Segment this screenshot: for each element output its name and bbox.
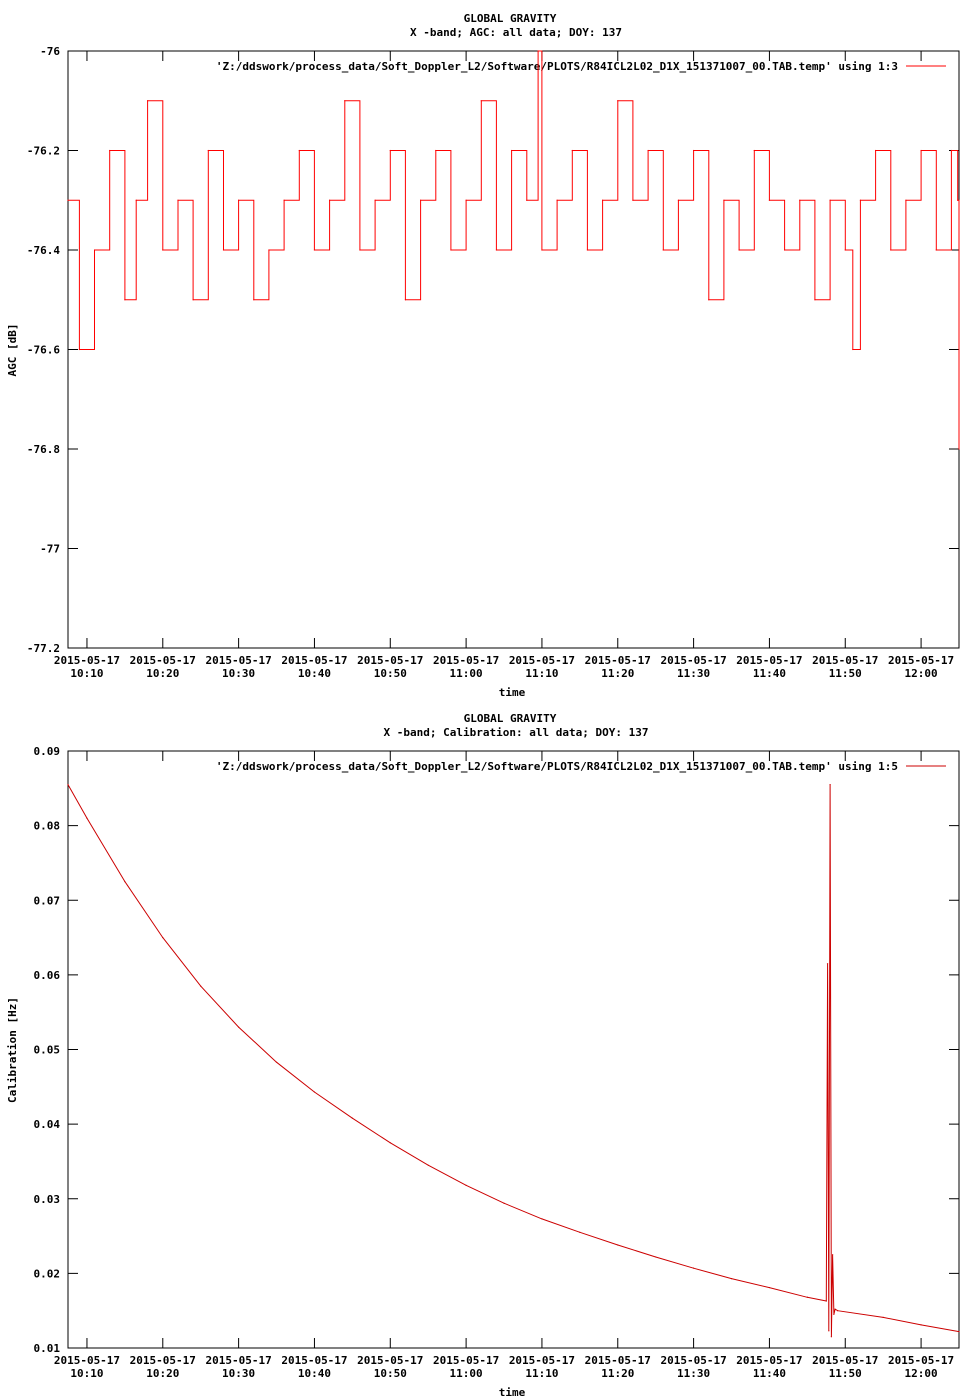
x-tick-date: 2015-05-17 xyxy=(508,654,576,667)
data-point xyxy=(136,200,137,201)
x-tick-date: 2015-05-17 xyxy=(736,1354,803,1367)
x-axis-label: time xyxy=(498,686,526,699)
y-tick-label: 0.06 xyxy=(33,968,60,982)
data-point xyxy=(284,200,285,201)
x-tick-time: 11:30 xyxy=(677,1367,711,1380)
x-ticks xyxy=(54,751,954,1380)
x-tick-time: 10:50 xyxy=(373,1367,407,1380)
data-point xyxy=(511,150,512,151)
data-point xyxy=(200,985,201,986)
x-tick-time: 10:30 xyxy=(222,667,256,680)
data-point xyxy=(958,1331,959,1332)
data-point xyxy=(647,150,648,151)
y-tick-label: -76.2 xyxy=(26,144,60,158)
y-tick-label: -76.8 xyxy=(26,443,60,456)
y-tick-label: 0.09 xyxy=(33,745,60,758)
data-point xyxy=(67,200,68,201)
data-point xyxy=(957,200,958,201)
data-point xyxy=(860,200,861,201)
x-tick-time: 10:40 xyxy=(297,667,332,680)
data-point xyxy=(617,1244,618,1245)
data-point xyxy=(94,249,95,250)
data-point xyxy=(832,1254,833,1255)
x-tick-time: 10:30 xyxy=(222,1367,256,1380)
x-tick-date: 2015-05-17 xyxy=(205,1354,272,1367)
data-point xyxy=(450,249,451,250)
data-point xyxy=(238,200,239,201)
data-point xyxy=(428,1165,429,1166)
data-point xyxy=(602,200,603,201)
y-tick-label: -76.6 xyxy=(26,343,60,357)
y-tick-label: 0.08 xyxy=(33,819,60,833)
data-point xyxy=(827,963,828,964)
data-point xyxy=(147,100,148,101)
series-line xyxy=(68,51,959,449)
data-point xyxy=(557,200,558,201)
x-tick-date: 2015-05-17 xyxy=(584,1354,651,1367)
x-tick-time: 11:50 xyxy=(828,667,862,680)
x-ticks xyxy=(54,51,954,680)
x-tick-time: 12:00 xyxy=(904,667,938,680)
x-tick-time: 10:50 xyxy=(373,667,407,680)
data-marks xyxy=(67,784,959,1337)
data-point xyxy=(435,150,436,151)
data-point xyxy=(390,1142,391,1143)
data-point xyxy=(693,150,694,151)
y-tick-label: 0.07 xyxy=(33,894,60,908)
data-point xyxy=(329,200,330,201)
x-tick-time: 10:10 xyxy=(70,667,104,680)
data-point xyxy=(162,937,163,938)
x-tick-date: 2015-05-17 xyxy=(53,1354,121,1367)
data-point xyxy=(526,200,527,201)
data-point xyxy=(833,1314,834,1315)
data-point xyxy=(359,249,360,250)
data-point xyxy=(481,100,482,101)
data-point xyxy=(86,818,87,819)
x-tick-date: 2015-05-17 xyxy=(129,654,196,667)
calibration-chart xyxy=(6,712,960,1399)
chart-title: GLOBAL GRAVITY xyxy=(463,712,557,725)
data-point xyxy=(390,150,391,151)
x-tick-date: 2015-05-17 xyxy=(281,654,348,667)
data-point xyxy=(572,150,573,151)
plot-frame xyxy=(68,751,959,1348)
data-point xyxy=(276,1062,277,1063)
x-tick-date: 2015-05-17 xyxy=(887,1354,955,1367)
x-tick-time: 10:10 xyxy=(70,1367,104,1380)
data-point xyxy=(769,1287,770,1288)
x-tick-time: 10:40 xyxy=(297,1367,332,1380)
data-point xyxy=(253,299,254,300)
x-tick-date: 2015-05-17 xyxy=(812,654,879,667)
data-point xyxy=(693,1268,694,1269)
x-tick-date: 2015-05-17 xyxy=(736,654,803,667)
data-point xyxy=(799,200,800,201)
data-point xyxy=(890,249,891,250)
data-point xyxy=(466,200,467,201)
x-tick-time: 10:20 xyxy=(146,667,180,680)
data-point xyxy=(617,100,618,101)
x-tick-time: 11:50 xyxy=(828,1367,862,1380)
x-tick-date: 2015-05-17 xyxy=(432,654,500,667)
data-point xyxy=(314,1091,315,1092)
x-tick-time: 11:10 xyxy=(525,1367,559,1380)
chart-subtitle: X -band; Calibration: all data; DOY: 137 xyxy=(383,726,649,739)
x-tick-time: 11:20 xyxy=(601,667,635,680)
data-point xyxy=(299,150,300,151)
data-point xyxy=(831,1336,832,1337)
legend-label: 'Z:/ddswork/process_data/Soft_Doppler_L2/Software/PLOTS/R84ICL2L02_D1X_151371007_00.TAB.temp' using 1:5 xyxy=(215,760,898,773)
x-tick-date: 2015-05-17 xyxy=(357,654,424,667)
data-point xyxy=(503,1203,504,1204)
chart-subtitle: X -band; AGC: all data; DOY: 137 xyxy=(410,26,622,39)
data-point xyxy=(538,50,539,51)
data-point xyxy=(678,200,679,201)
data-point xyxy=(769,200,770,201)
data-point xyxy=(541,249,542,250)
data-point xyxy=(829,200,830,201)
x-tick-time: 11:10 xyxy=(525,667,559,680)
y-ticks xyxy=(27,45,959,655)
x-tick-time: 11:30 xyxy=(677,667,711,680)
plot-frame xyxy=(68,51,959,648)
data-point xyxy=(375,200,376,201)
data-point xyxy=(875,150,876,151)
data-point xyxy=(109,150,110,151)
data-point xyxy=(835,1309,836,1310)
data-point xyxy=(784,249,785,250)
data-point xyxy=(587,249,588,250)
y-tick-label: -76.4 xyxy=(26,244,60,257)
data-point xyxy=(958,448,959,449)
data-point xyxy=(466,1185,467,1186)
x-axis-label: time xyxy=(498,1386,526,1399)
data-point xyxy=(738,249,739,250)
data-point xyxy=(663,249,664,250)
x-tick-date: 2015-05-17 xyxy=(887,654,955,667)
x-tick-date: 2015-05-17 xyxy=(129,1354,196,1367)
x-tick-date: 2015-05-17 xyxy=(281,1354,348,1367)
y-ticks xyxy=(34,745,960,1355)
data-point xyxy=(67,784,68,785)
y-axis-label: Calibration [Hz] xyxy=(6,997,19,1103)
x-tick-time: 12:00 xyxy=(904,1367,938,1380)
data-point xyxy=(352,1118,353,1119)
x-tick-date: 2015-05-17 xyxy=(812,1354,879,1367)
data-point xyxy=(723,200,724,201)
y-tick-label: -76 xyxy=(40,45,60,58)
data-point xyxy=(936,249,937,250)
x-tick-date: 2015-05-17 xyxy=(53,654,121,667)
data-point xyxy=(920,1324,921,1325)
data-point xyxy=(79,349,80,350)
data-point xyxy=(238,1027,239,1028)
data-point xyxy=(579,1232,580,1233)
data-point xyxy=(496,249,497,250)
data-point xyxy=(655,1256,656,1257)
data-point xyxy=(920,150,921,151)
data-point xyxy=(124,299,125,300)
y-axis-label: AGC [dB] xyxy=(6,323,19,377)
data-point xyxy=(268,249,269,250)
data-point xyxy=(708,299,709,300)
data-point xyxy=(208,150,209,151)
data-point xyxy=(852,349,853,350)
y-tick-label: 0.03 xyxy=(33,1192,60,1206)
data-point xyxy=(223,249,224,250)
x-tick-time: 10:20 xyxy=(146,1367,180,1380)
legend-label: 'Z:/ddswork/process_data/Soft_Doppler_L2/Software/PLOTS/R84ICL2L02_D1X_151371007_00.TAB.temp' using 1:3 xyxy=(215,60,898,73)
x-tick-date: 2015-05-17 xyxy=(432,1354,500,1367)
data-point xyxy=(344,100,345,101)
data-point xyxy=(124,881,125,882)
data-point xyxy=(951,150,952,151)
data-point xyxy=(632,200,633,201)
x-tick-date: 2015-05-17 xyxy=(357,1354,424,1367)
x-tick-time: 11:40 xyxy=(752,667,786,680)
data-point xyxy=(193,299,194,300)
x-tick-time: 11:40 xyxy=(752,1367,786,1380)
data-point xyxy=(807,1297,808,1298)
y-tick-label: 0.01 xyxy=(33,1342,60,1355)
x-tick-time: 11:00 xyxy=(449,667,483,680)
x-tick-time: 11:20 xyxy=(601,1367,635,1380)
x-tick-date: 2015-05-17 xyxy=(205,654,272,667)
data-point xyxy=(828,1330,829,1331)
x-tick-date: 2015-05-17 xyxy=(584,654,651,667)
data-point xyxy=(845,249,846,250)
data-point xyxy=(814,299,815,300)
x-tick-date: 2015-05-17 xyxy=(660,654,727,667)
data-point xyxy=(829,784,830,785)
data-point xyxy=(162,249,163,250)
data-point xyxy=(541,1218,542,1219)
series-line xyxy=(68,785,959,1337)
y-tick-label: 0.02 xyxy=(33,1267,60,1281)
data-marks xyxy=(67,50,959,449)
x-tick-time: 11:00 xyxy=(449,1367,483,1380)
data-point xyxy=(314,249,315,250)
x-tick-date: 2015-05-17 xyxy=(508,1354,576,1367)
data-point xyxy=(826,1300,827,1301)
data-point xyxy=(883,1317,884,1318)
y-tick-label: 0.04 xyxy=(33,1118,60,1132)
x-tick-date: 2015-05-17 xyxy=(660,1354,727,1367)
data-point xyxy=(837,1310,838,1311)
data-point xyxy=(420,200,421,201)
y-tick-label: -77.2 xyxy=(26,642,60,655)
agc-chart xyxy=(6,12,960,699)
data-point xyxy=(905,200,906,201)
data-point xyxy=(177,200,178,201)
data-point xyxy=(405,299,406,300)
y-tick-label: -77 xyxy=(40,542,60,556)
y-tick-label: 0.05 xyxy=(33,1043,60,1057)
chart-title: GLOBAL GRAVITY xyxy=(463,12,557,25)
data-point xyxy=(754,150,755,151)
data-point xyxy=(731,1278,732,1279)
